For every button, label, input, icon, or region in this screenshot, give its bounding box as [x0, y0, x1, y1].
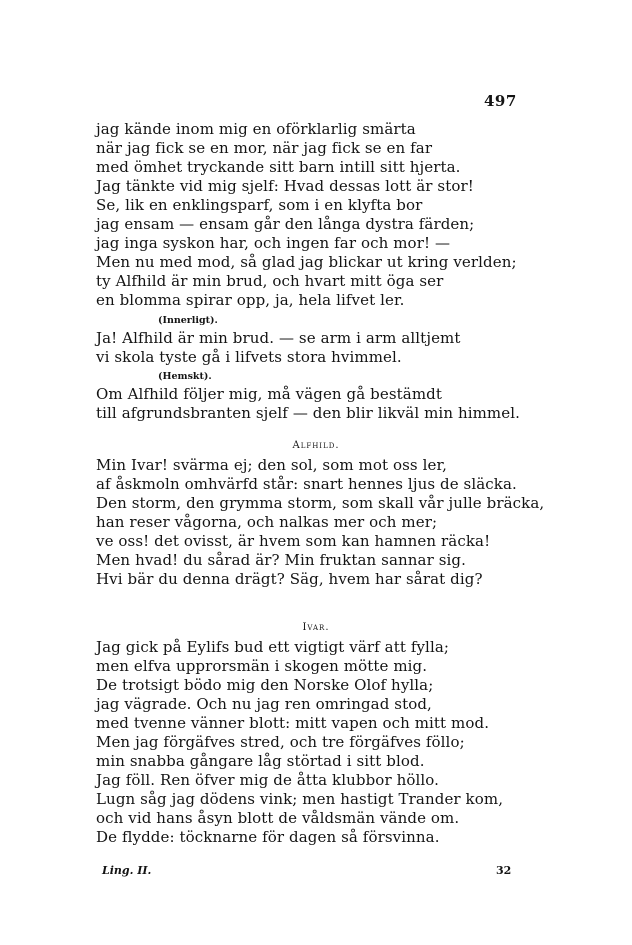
- footer-signature: Ling. II.: [102, 864, 152, 877]
- verse-line: De flydde: töcknarne för dagen så försvinna.: [96, 828, 440, 846]
- verse-line: Hvi bär du denna drägt? Säg, hvem har sårat dig?: [96, 570, 483, 588]
- verse-line: jag inga syskon har, och ingen far och mor! —: [96, 234, 451, 252]
- speaker-name: Ivar.: [302, 622, 330, 633]
- verse-line: Ja! Alfhild är min brud. — se arm i arm alltjemt: [96, 329, 461, 347]
- verse-line: jag vägrade. Och nu jag ren omringad stod,: [96, 695, 432, 713]
- stage-direction: (Hemskt).: [158, 371, 212, 382]
- verse-line: min snabba gångare låg störtad i sitt blod.: [96, 752, 425, 770]
- verse-line: när jag fick se en mor, när jag fick se en far: [96, 139, 433, 157]
- verse-line: Om Alfhild följer mig, må vägen gå bestämdt: [96, 385, 442, 403]
- verse-line: jag ensam — ensam går den långa dystra färden;: [96, 215, 475, 233]
- verse-line: Se, lik en enklingsparf, som i en klyfta bor: [96, 196, 423, 214]
- page-number: 497: [484, 92, 517, 110]
- speaker-name: Alfhild.: [292, 440, 340, 451]
- verse-block-4: [96, 456, 545, 589]
- verse-line: Jag gick på Eylifs bud ett vigtigt värf att fylla;: [96, 638, 450, 656]
- verse-line: med ömhet tryckande sitt barn intill sitt hjerta.: [96, 158, 461, 176]
- verse-block-1: [96, 120, 536, 310]
- stage-direction: (Innerligt).: [158, 315, 218, 326]
- verse-line: men elfva upprorsmän i skogen mötte mig.: [96, 657, 428, 675]
- verse-line: af åskmoln omhvärfd står: snart hennes ljus de släcka.: [96, 475, 517, 493]
- verse-line: Men nu med mod, så glad jag blickar ut kring verlden;: [96, 253, 517, 271]
- verse-line: en blomma spirar opp, ja, hela lifvet ler.: [96, 291, 405, 309]
- verse-block-5: [96, 638, 536, 847]
- verse-line: Den storm, den grymma storm, som skall vår julle bräcka,: [96, 494, 545, 512]
- verse-block-2: [96, 329, 536, 367]
- verse-line: och vid hans åsyn blott de våldsmän vände om.: [96, 809, 460, 827]
- verse-block-3: [96, 385, 536, 423]
- verse-line: vi skola tyste gå i lifvets stora hvimmel.: [96, 348, 402, 366]
- verse-line: Jag föll. Ren öfver mig de åtta klubbor höllo.: [96, 771, 440, 789]
- verse-line: Min Ivar! svärma ej; den sol, som mot oss ler,: [96, 456, 447, 474]
- verse-line: De trotsigt bödo mig den Norske Olof hylla;: [96, 676, 434, 694]
- verse-line: Men jag förgäfves stred, och tre förgäfves föllo;: [96, 733, 465, 751]
- footer-sheet-number: 32: [496, 864, 512, 877]
- verse-line: jag kände inom mig en oförklarlig smärta: [96, 120, 416, 138]
- verse-line: ve oss! det ovisst, är hvem som kan hamnen räcka!: [96, 532, 491, 550]
- verse-line: till afgrundsbranten sjelf — den blir likväl min himmel.: [96, 404, 521, 422]
- verse-line: han reser vågorna, och nalkas mer och mer;: [96, 513, 438, 531]
- verse-line: med tvenne vänner blott: mitt vapen och mitt mod.: [96, 714, 490, 732]
- verse-line: Jag tänkte vid mig sjelf: Hvad dessas lott är stor!: [96, 177, 474, 195]
- verse-line: ty Alfhild är min brud, och hvart mitt öga ser: [96, 272, 444, 290]
- verse-line: Men hvad! du sårad är? Min fruktan sannar sig.: [96, 551, 466, 569]
- verse-line: Lugn såg jag dödens vink; men hastigt Trander kom,: [96, 790, 504, 808]
